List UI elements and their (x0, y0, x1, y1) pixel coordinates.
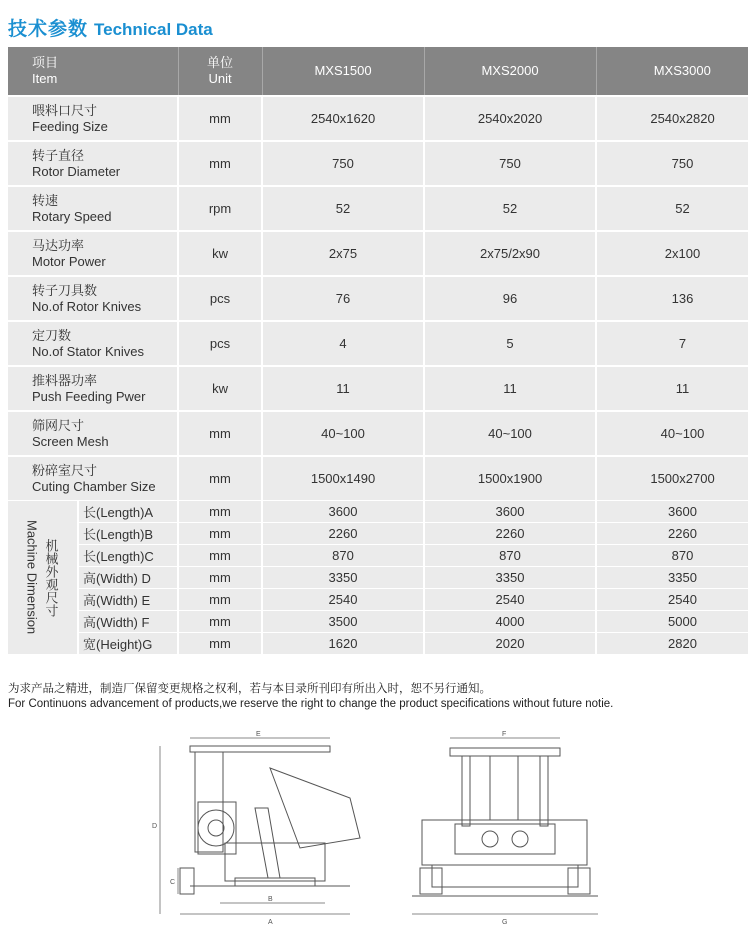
row-value: 11 (262, 366, 424, 411)
row-item (8, 141, 178, 186)
row-value: 750 (424, 141, 596, 186)
row-unit: mm (178, 96, 262, 141)
row-value: 1500x1490 (262, 456, 424, 501)
dimension-row (8, 611, 748, 633)
dimension-value: 2540 (424, 589, 596, 611)
row-value: 52 (262, 186, 424, 231)
row-value: 750 (596, 141, 748, 186)
row-value: 11 (424, 366, 596, 411)
row-unit: pcs (178, 276, 262, 321)
row-item (8, 186, 178, 231)
row-item-zh: 定刀数 (32, 327, 72, 343)
row-item-zh: 转子直径 (32, 147, 85, 163)
row-value: 52 (596, 186, 748, 231)
row-item (8, 411, 178, 456)
row-unit: mm (178, 411, 262, 456)
table-row (8, 96, 748, 141)
dimension-name: 宽(Height)G (78, 633, 178, 655)
row-value: 2x75 (262, 231, 424, 276)
dim-label-d: D (152, 823, 158, 830)
dimension-value: 3500 (262, 611, 424, 633)
row-item-zh: 粉碎室尺寸 (32, 462, 98, 478)
dimension-unit: mm (178, 501, 262, 523)
dim-label-f: F (502, 731, 507, 738)
dimension-value: 2260 (596, 523, 748, 545)
dimension-value: 3350 (424, 567, 596, 589)
dimension-unit: mm (178, 633, 262, 655)
dimension-row (8, 633, 748, 655)
header-model-2: MXS2000 (424, 47, 596, 96)
table-row (8, 141, 748, 186)
table-row (8, 186, 748, 231)
dimension-unit: mm (178, 611, 262, 633)
row-unit: kw (178, 366, 262, 411)
disclaimer-zh: 为求产品之精进，制造厂保留变更规格之权利，若与本目录所刊印有所出入时，恕不另行通知。 (8, 683, 491, 695)
header-model-1: MXS1500 (262, 47, 424, 96)
row-value: 11 (596, 366, 748, 411)
row-item-en: Screen Mesh (32, 433, 109, 449)
dimension-unit: mm (178, 545, 262, 567)
machine-drawing (150, 728, 610, 940)
row-value: 7 (596, 321, 748, 366)
dimension-value: 2260 (262, 523, 424, 545)
row-item-zh: 马达功率 (32, 237, 85, 253)
dimension-label-en: Machine Dimension (24, 520, 40, 635)
dimension-name: 高(Width) F (78, 611, 178, 633)
row-unit: mm (178, 456, 262, 501)
row-item-en: Push Feeding Pwer (32, 388, 146, 404)
row-value: 2540x2820 (596, 96, 748, 141)
header-unit: 单位 Unit (178, 47, 262, 96)
dimension-name: 高(Width) E (78, 589, 178, 611)
row-unit: rpm (178, 186, 262, 231)
row-value: 136 (596, 276, 748, 321)
row-item-en: No.of Rotor Knives (32, 298, 142, 314)
row-item-zh: 转子刀具数 (32, 282, 98, 298)
dimension-name: 长(Length)B (78, 523, 178, 545)
dim-label-c: C (170, 879, 176, 886)
row-item-en: Rotary Speed (32, 208, 112, 224)
row-item-en: Cuting Chamber Size (32, 478, 156, 494)
row-value: 2540x1620 (262, 96, 424, 141)
dimension-row (8, 501, 748, 523)
row-value: 40~100 (262, 411, 424, 456)
row-value: 40~100 (424, 411, 596, 456)
row-item-en: No.of Stator Knives (32, 343, 144, 359)
dimension-name: 高(Width) D (78, 567, 178, 589)
row-item (8, 276, 178, 321)
row-item-zh: 喂料口尺寸 (32, 102, 98, 118)
header-item: 项目 Item (8, 47, 178, 96)
dim-label-b: B (268, 896, 273, 903)
table-row (8, 411, 748, 456)
dimension-value: 3350 (596, 567, 748, 589)
row-item (8, 96, 178, 141)
dimension-value: 2540 (596, 589, 748, 611)
row-value: 2x100 (596, 231, 748, 276)
page-title (8, 14, 213, 40)
dimension-value: 3350 (262, 567, 424, 589)
table-header-row (8, 47, 748, 96)
row-item-zh: 筛网尺寸 (32, 417, 85, 433)
dimension-row (8, 589, 748, 611)
dimension-row (8, 567, 748, 589)
row-value: 76 (262, 276, 424, 321)
row-unit: kw (178, 231, 262, 276)
dimension-row (8, 545, 748, 567)
row-value: 4 (262, 321, 424, 366)
row-item-zh: 转速 (32, 192, 59, 208)
dimension-value: 2820 (596, 633, 748, 655)
dimension-value: 2540 (262, 589, 424, 611)
row-item-en: Rotor Diameter (32, 163, 121, 179)
row-value: 1500x2700 (596, 456, 748, 501)
dimension-label-zh: 机械外观尺寸 (43, 538, 59, 617)
disclaimer (8, 682, 613, 712)
row-unit: mm (178, 141, 262, 186)
dimension-value: 870 (424, 545, 596, 567)
dimension-group-label (8, 501, 78, 655)
row-item (8, 231, 178, 276)
row-unit: pcs (178, 321, 262, 366)
table-row (8, 231, 748, 276)
spec-table (8, 47, 748, 654)
header-model-3: MXS3000 (596, 47, 748, 96)
dimension-value: 2260 (424, 523, 596, 545)
dimension-row (8, 523, 748, 545)
row-value: 5 (424, 321, 596, 366)
dimension-value: 2020 (424, 633, 596, 655)
dim-label-a: A (268, 919, 273, 926)
row-value: 2x75/2x90 (424, 231, 596, 276)
dimension-unit: mm (178, 523, 262, 545)
row-item-en: Feeding Size (32, 118, 108, 134)
dimension-unit: mm (178, 567, 262, 589)
title-en: Technical Data (94, 20, 213, 39)
row-item (8, 456, 178, 501)
row-item-zh: 推料器功率 (32, 372, 98, 388)
dim-label-e: E (256, 731, 261, 738)
dimension-name: 长(Length)A (78, 501, 178, 523)
dim-label-g: G (502, 919, 508, 926)
dimension-name: 长(Length)C (78, 545, 178, 567)
table-row (8, 276, 748, 321)
table-row (8, 321, 748, 366)
table-row (8, 366, 748, 411)
dimension-value: 3600 (424, 501, 596, 523)
dimension-value: 3600 (262, 501, 424, 523)
dimension-value: 870 (596, 545, 748, 567)
row-value: 750 (262, 141, 424, 186)
row-value: 1500x1900 (424, 456, 596, 501)
dimension-value: 4000 (424, 611, 596, 633)
row-item (8, 366, 178, 411)
table-row (8, 456, 748, 501)
dimension-value: 5000 (596, 611, 748, 633)
disclaimer-en: For Continuons advancement of products,we reserve the right to change the product specifications without future notie. (8, 698, 614, 710)
row-item-en: Motor Power (32, 253, 106, 269)
row-item (8, 321, 178, 366)
dimension-value: 3600 (596, 501, 748, 523)
title-zh: 技术参数 (8, 18, 89, 40)
row-value: 52 (424, 186, 596, 231)
row-value: 96 (424, 276, 596, 321)
dimension-value: 870 (262, 545, 424, 567)
dimension-value: 1620 (262, 633, 424, 655)
row-value: 40~100 (596, 411, 748, 456)
dimension-unit: mm (178, 589, 262, 611)
row-value: 2540x2020 (424, 96, 596, 141)
